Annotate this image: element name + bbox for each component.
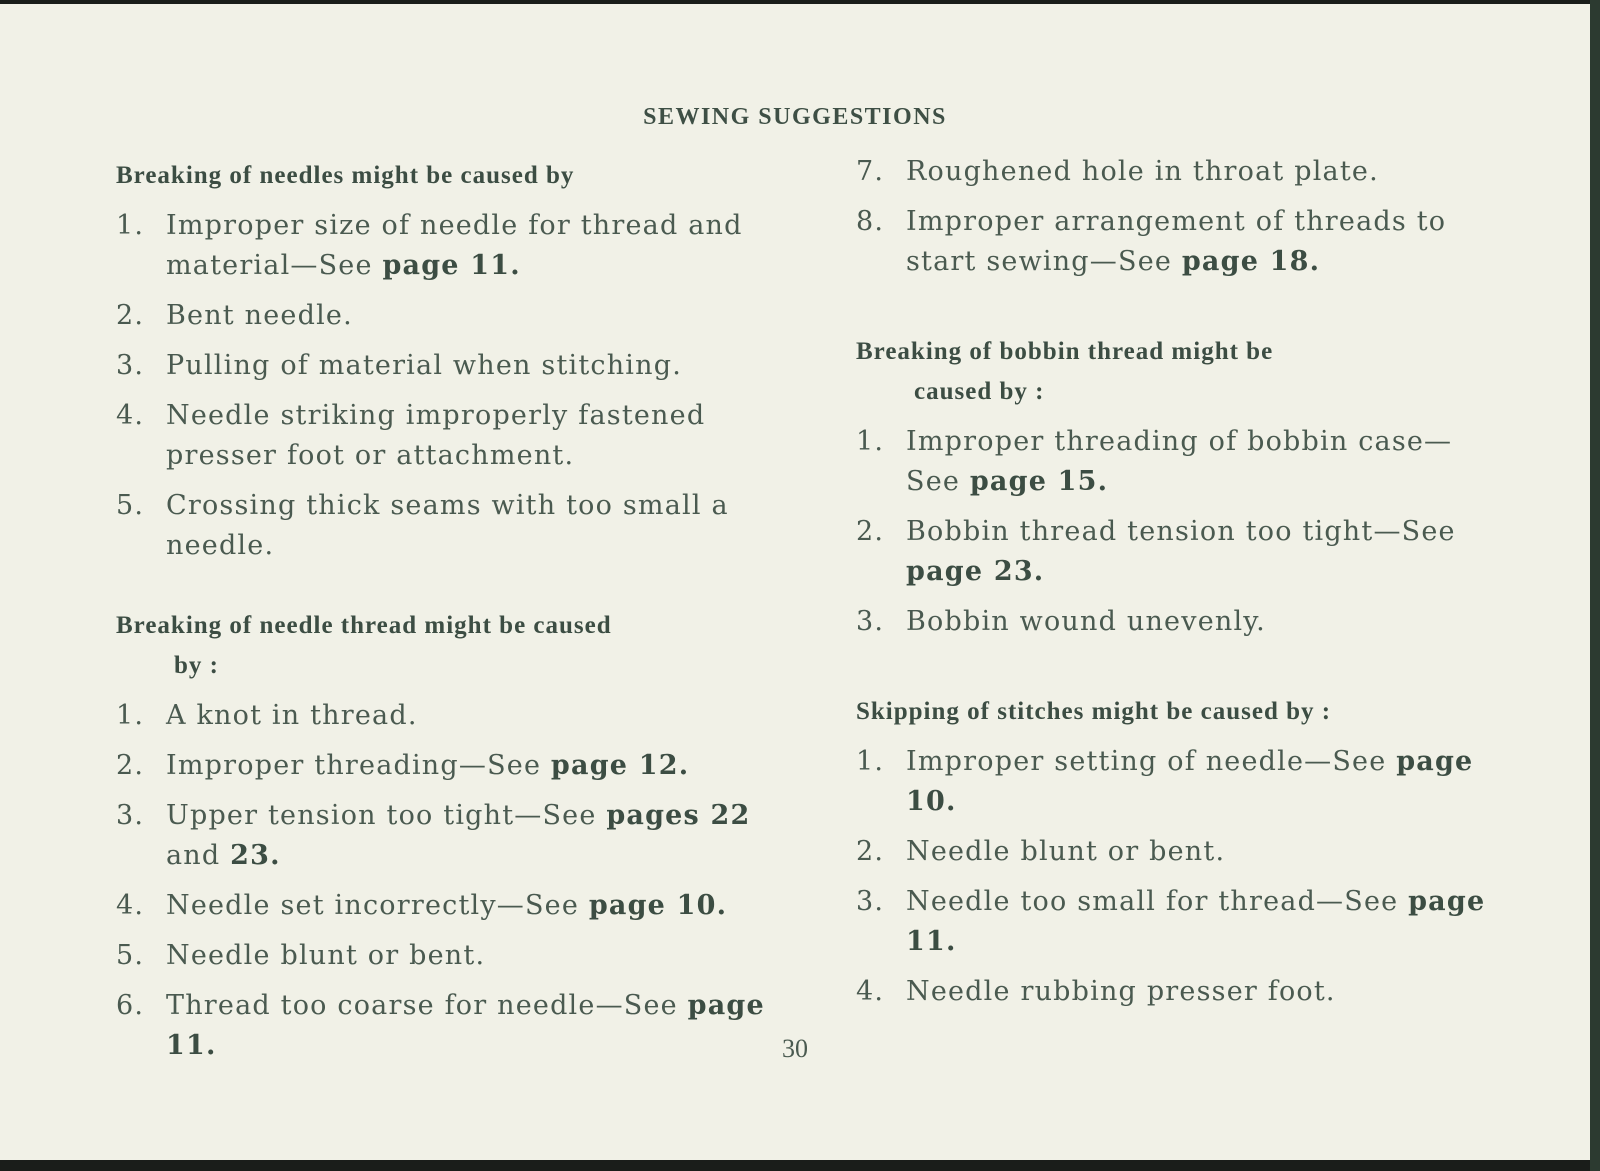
right-column [856,152,1506,1012]
list-item [116,346,766,386]
item-body: Needle blunt or bent. [906,836,1226,867]
list-item [116,796,766,876]
item-body: Needle blunt or bent. [166,940,486,971]
item-number: 5. [116,940,145,971]
item-body: Improper threading of bobbin case—See [906,426,1453,497]
item-text [166,206,766,286]
page-reference: pages 22 [606,800,751,831]
left-column [116,156,766,1066]
item-number: 3. [116,800,145,831]
list-item [856,602,1506,642]
item-text [906,202,1506,282]
item-number: 4. [116,890,145,921]
list-item [116,206,766,286]
spacer [116,566,766,606]
item-body: Needle rubbing presser foot. [906,976,1336,1007]
list-item [856,882,1506,962]
page-reference: page 18. [1181,246,1321,277]
list-item [116,746,766,786]
item-number: 4. [116,400,145,431]
page-reference: page 11. [906,886,1486,957]
item-text [906,512,1506,592]
item-number: 1. [116,210,145,241]
spacer [856,282,1506,332]
item-body: Improper size of needle for thread and material—See [166,210,743,281]
item-number: 7. [856,156,885,187]
item-number: 6. [116,990,145,1021]
page-title: SEWING SUGGESTIONS [643,104,947,130]
list-item [116,696,766,736]
page-reference: page 10. [588,890,728,921]
document-page [0,4,1590,1160]
bobbin-thread-list [856,422,1506,642]
heading-line: Breaking of needle thread might be caused [116,612,612,639]
skipping-list [856,742,1506,1012]
needle-thread-list [116,696,766,1066]
item-number: 3. [116,350,145,381]
section-heading-needle-thread [116,606,766,686]
item-body: Bobbin wound unevenly. [906,606,1266,637]
list-item [856,742,1506,822]
needle-thread-list-continued [856,152,1506,282]
list-item [116,396,766,476]
page-reference: page 23. [906,556,1045,587]
heading-continuation: by : [174,652,219,679]
item-number: 2. [116,300,145,331]
page-edge [1590,0,1600,1171]
list-item [116,886,766,926]
item-body: Roughened hole in throat plate. [906,156,1379,187]
item-body: Crossing thick seams with too small a needle. [166,490,729,561]
list-item [116,936,766,976]
item-number: 1. [116,700,145,731]
item-number: 2. [856,836,885,867]
list-item [116,296,766,336]
item-body: Needle too small for thread—See [906,886,1409,917]
needles-list [116,206,766,566]
item-body: Bent needle. [166,300,353,331]
item-text [166,796,766,876]
page-reference: page 11. [382,250,521,281]
item-text [166,746,766,786]
list-item [856,972,1506,1012]
list-item [856,512,1506,592]
item-body: Improper setting of needle—See [906,746,1397,777]
item-body: Upper tension too tight—See [166,800,607,831]
list-item [116,486,766,566]
item-body-cont: and [166,840,231,871]
list-item [856,832,1506,872]
heading-continuation: caused by : [914,378,1045,405]
item-number: 3. [856,886,885,917]
item-number: 5. [116,490,145,521]
item-text [906,422,1506,502]
heading-line: Breaking of bobbin thread might be [856,338,1274,365]
item-body: Needle striking improperly fastened presser foot or attachment. [166,400,706,471]
page-reference: page 12. [550,750,690,781]
list-item [856,152,1506,192]
item-number: 1. [856,426,885,457]
item-number: 1. [856,746,885,777]
page-reference: page 11. [166,990,765,1061]
item-number: 2. [856,516,885,547]
item-body: Improper arrangement of threads to start sewing—See [906,206,1447,277]
section-heading-skipping: Skipping of stitches might be caused by : [856,698,1332,725]
page-reference: page 10. [906,746,1474,817]
list-item [856,422,1506,502]
item-body: Bobbin thread tension too tight—See [906,516,1456,547]
section-heading-needles: Breaking of needles might be caused by [116,162,575,189]
page-reference: 23. [230,840,281,871]
page-reference: page 15. [969,466,1109,497]
item-number: 3. [856,606,885,637]
item-body: Pulling of material when stitching. [166,350,682,381]
page-number: 30 [782,1034,808,1063]
list-item [856,202,1506,282]
item-number: 4. [856,976,885,1007]
item-body: Improper threading—See [166,750,551,781]
item-text [166,886,766,926]
item-number: 8. [856,206,885,237]
item-body: A knot in thread. [166,700,418,731]
item-body: Thread too coarse for needle—See [166,990,688,1021]
item-text [906,742,1506,822]
item-text [906,882,1506,962]
section-heading-bobbin-thread [856,332,1506,412]
item-number: 2. [116,750,145,781]
spacer [856,642,1506,692]
item-body: Needle set incorrectly—See [166,890,589,921]
